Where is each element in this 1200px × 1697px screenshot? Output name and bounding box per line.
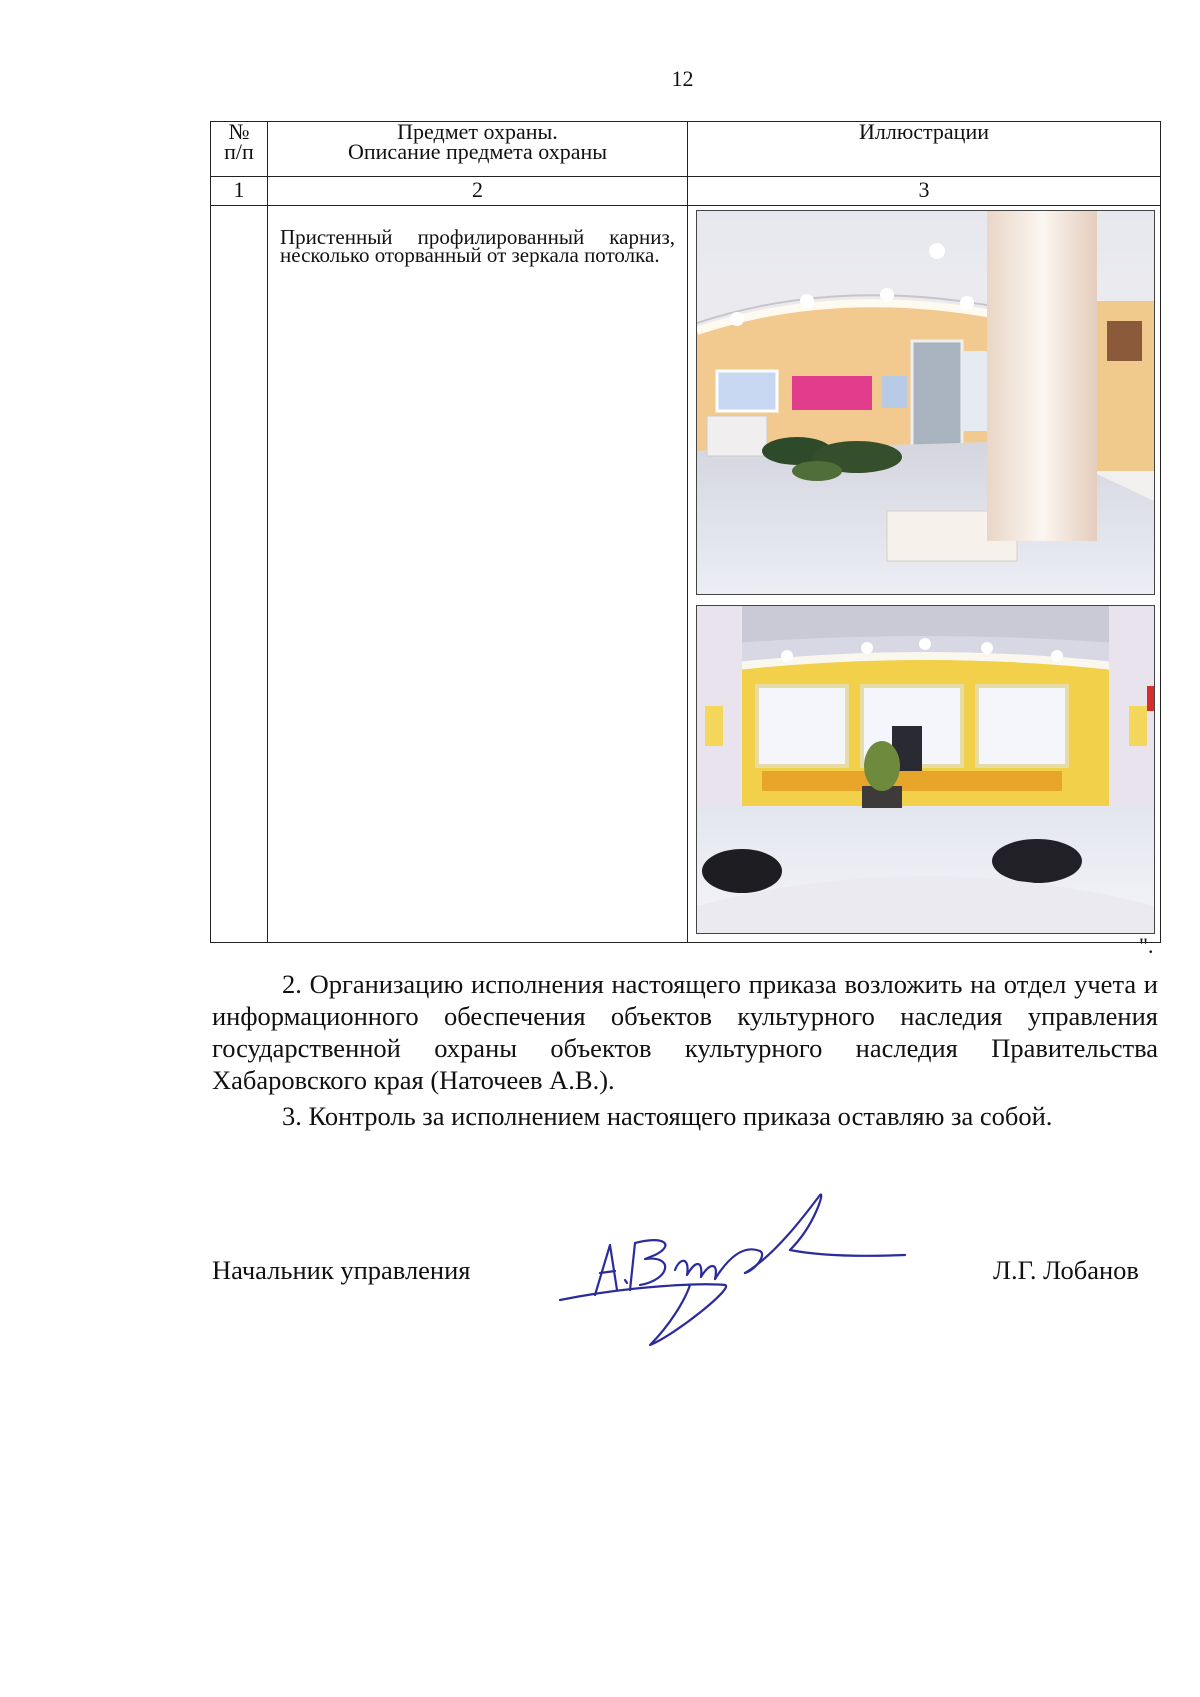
closing-quote: ". — [1139, 933, 1154, 958]
paragraph-2: 2. Организацию исполнения настоящего приказа возложить на отдел учета и информационного обеспечения объектов культурного наследия управления государственной охраны объектов культурного наследия Правительства Хабаровского края (Наточеев А.В.). — [212, 969, 1158, 1095]
table-numbering-row — [211, 177, 1161, 206]
row-number-cell — [211, 206, 268, 943]
page-number: 12 — [671, 66, 694, 91]
protection-subject-table — [210, 121, 1161, 943]
header-illustrations: Иллюстрации — [688, 122, 1161, 177]
table-row — [211, 206, 1161, 943]
signatory-name: Л.Г. Лобанов — [993, 1255, 1139, 1285]
handwritten-signature — [555, 1185, 935, 1360]
table-header-row — [211, 122, 1161, 177]
paragraph-3: 3. Контроль за исполнением настоящего приказа оставляю за собой. — [282, 1101, 1053, 1131]
header-number — [211, 119, 268, 177]
header-number-label: № п/п — [224, 119, 254, 164]
signatory-title: Начальник управления — [212, 1255, 471, 1285]
header-subject-line1: Предмет охраны. — [397, 119, 558, 144]
numbering-cell: 1 — [211, 177, 268, 206]
illustration-photo-lobby-column — [696, 210, 1155, 595]
row-illustrations — [688, 206, 1161, 943]
numbering-cell: 3 — [688, 177, 1161, 206]
illustration-photo-cafe-hall — [696, 605, 1155, 934]
row-description: Пристенный профилированный карниз, несколько оторванный от зеркала потолка. — [268, 206, 688, 943]
header-subject-line2: Описание предмета охраны — [347, 139, 608, 164]
numbering-cell: 2 — [268, 177, 688, 206]
header-subject — [268, 119, 688, 177]
